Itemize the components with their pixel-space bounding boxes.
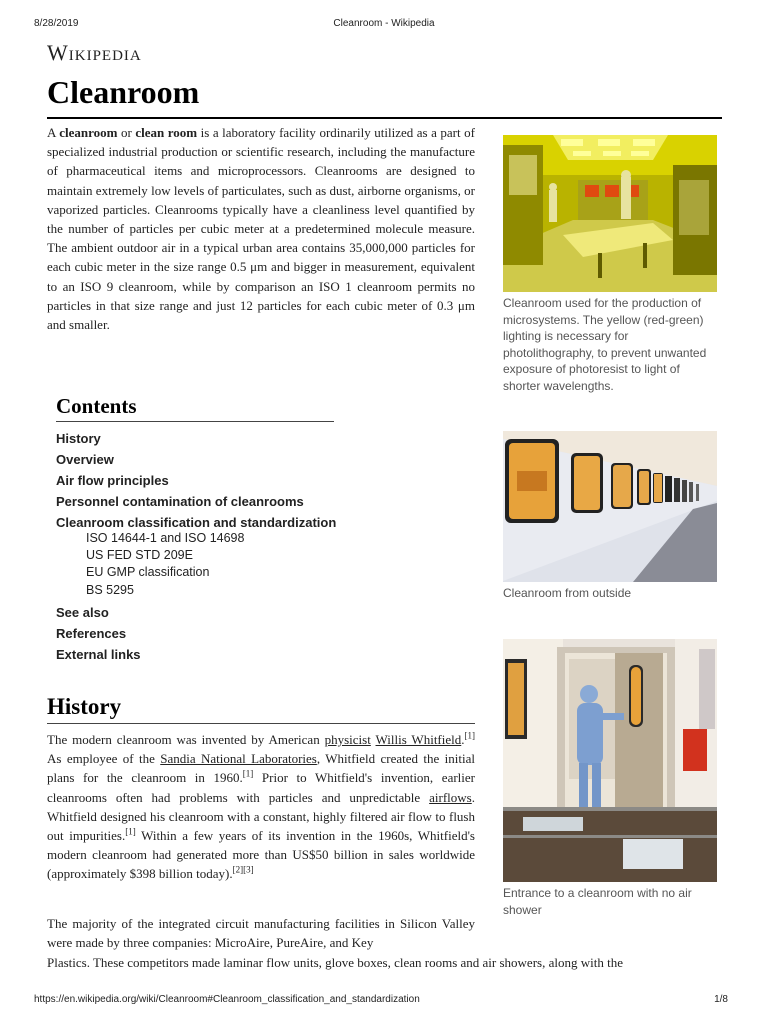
print-date: 8/28/2019 (34, 18, 79, 29)
figure-caption: Cleanroom from outside (503, 586, 632, 600)
figure-cleanroom-outside (503, 431, 717, 602)
toc-item-references[interactable]: References (56, 625, 127, 641)
toc-item-classification[interactable]: Cleanroom classification and standardization ISO 14644-1 and ISO 14698 US FED STD 209E EU GMP classification BS 5295 (56, 512, 346, 599)
citation-3[interactable]: [3] (243, 865, 254, 876)
toc-item-air-flow-principles[interactable]: Air flow principles (56, 473, 169, 488)
history-heading: History (47, 694, 122, 719)
cleanroom-entrance-image[interactable] (503, 639, 717, 882)
toc-list (56, 428, 346, 665)
citation-1[interactable]: [1] (125, 826, 136, 837)
citation-1[interactable]: [1] (464, 730, 476, 741)
toc-item-history[interactable]: History (56, 431, 101, 446)
intro-paragraph: A cleanroom or clean room is a laboratory facility ordinarily utilized as a part of specialized industrial production or scientific research, including the manufacture of pharmaceutical items and microprocessors. Cleanrooms are designed to maintain extremely low levels of particulates, such as dust, airborne organisms, or vaporized particles. Cleanrooms typically have a cleanliness level quantified by the number of particles per cubic meter at a predetermined molecule measure. The ambient outdoor air in a typical urban area contains 35,000,000 particles for each cubic meter in the size range 0.5 μm and bigger in measurement, equivalent to an ISO 9 cleanroom, while by comparison an ISO 1 cleanroom permits no particles in that size range and just 12 particles for each cubic meter of 0.3 μm and smaller. (47, 125, 475, 333)
figure-cleanroom-entrance (503, 639, 717, 918)
toc-subitem-fed-std[interactable]: US FED STD 209E (86, 548, 193, 563)
toc-item-external-links[interactable]: External links (56, 646, 141, 662)
toc-item-personnel-contamination[interactable]: Personnel contamination of cleanrooms (56, 494, 304, 509)
toc-subitem-iso[interactable]: ISO 14644-1 and ISO 14698 (86, 531, 245, 545)
page-title: Cleanroom (47, 74, 200, 110)
cleanroom-outside-image[interactable] (503, 431, 717, 582)
link-airflows[interactable]: airflows (429, 789, 472, 805)
toc-subitem-bs[interactable]: BS 5295 (86, 582, 134, 597)
print-url: https://en.wikipedia.org/wiki/Cleanroom#Cleanroom_classification_and_standardization (34, 994, 420, 1005)
title-divider (47, 117, 722, 119)
history-divider (47, 723, 475, 724)
link-sandia[interactable]: Sandia National Laboratories (160, 751, 317, 767)
wikipedia-wordmark[interactable]: Wikipedia (47, 40, 142, 65)
print-page-number: 1/8 (714, 994, 728, 1005)
toc-item-overview[interactable]: Overview (56, 452, 114, 467)
toc-title: Contents (56, 394, 334, 422)
toc-sublist (86, 530, 346, 599)
citation-2[interactable]: [2] (232, 865, 244, 876)
figure-caption: Cleanroom used for the production of microsystems. The yellow (red-green) lighting is necessary for photolithography, to prevent unwanted exposure of photoresist to light of shorter wavelengths. (503, 296, 707, 393)
print-page-title: Cleanroom - Wikipedia (333, 18, 435, 29)
figure-caption: Entrance to a cleanroom with no air shower (503, 886, 692, 917)
link-willis-whitfield[interactable]: Willis Whitfield (375, 732, 462, 747)
cleanroom-yellow-image[interactable] (503, 135, 717, 292)
figure-microsystems-cleanroom (503, 135, 717, 394)
history-paragraph-1: The modern cleanroom was invented by American physicist Willis Whitfield.[1] As employee of the Sandia National Laboratories, Whitfield created the initial plans for the cleanroom in 1960.[1] Prior to Whitfield's invention, earlier cleanrooms often had problems with particles and unpredictable airflows. Whitfield designed his cleanroom with a constant, highly filtered air flow to flush out impurities.[1] Within a few years of its invention in the 1960s, Whitfield's modern cleanroom had generated more than US$50 billion in sales worldwide (approximately $398 billion today).[2][3] (47, 730, 476, 882)
toc-subitem-eu-gmp[interactable]: EU GMP classification (86, 565, 210, 580)
citation-1[interactable]: [1] (242, 769, 254, 780)
table-of-contents (56, 394, 346, 665)
link-physicist[interactable]: physicist (324, 732, 371, 747)
history-paragraph-2: The majority of the integrated circuit manufacturing facilities in Silicon Valley were made by three companies: MicroAire, PureAire, and Key Plastics. These competitors made laminar flow units, glove boxes, clean rooms and air showers, along with the (47, 916, 623, 970)
toc-item-see-also[interactable]: See also (56, 604, 109, 620)
